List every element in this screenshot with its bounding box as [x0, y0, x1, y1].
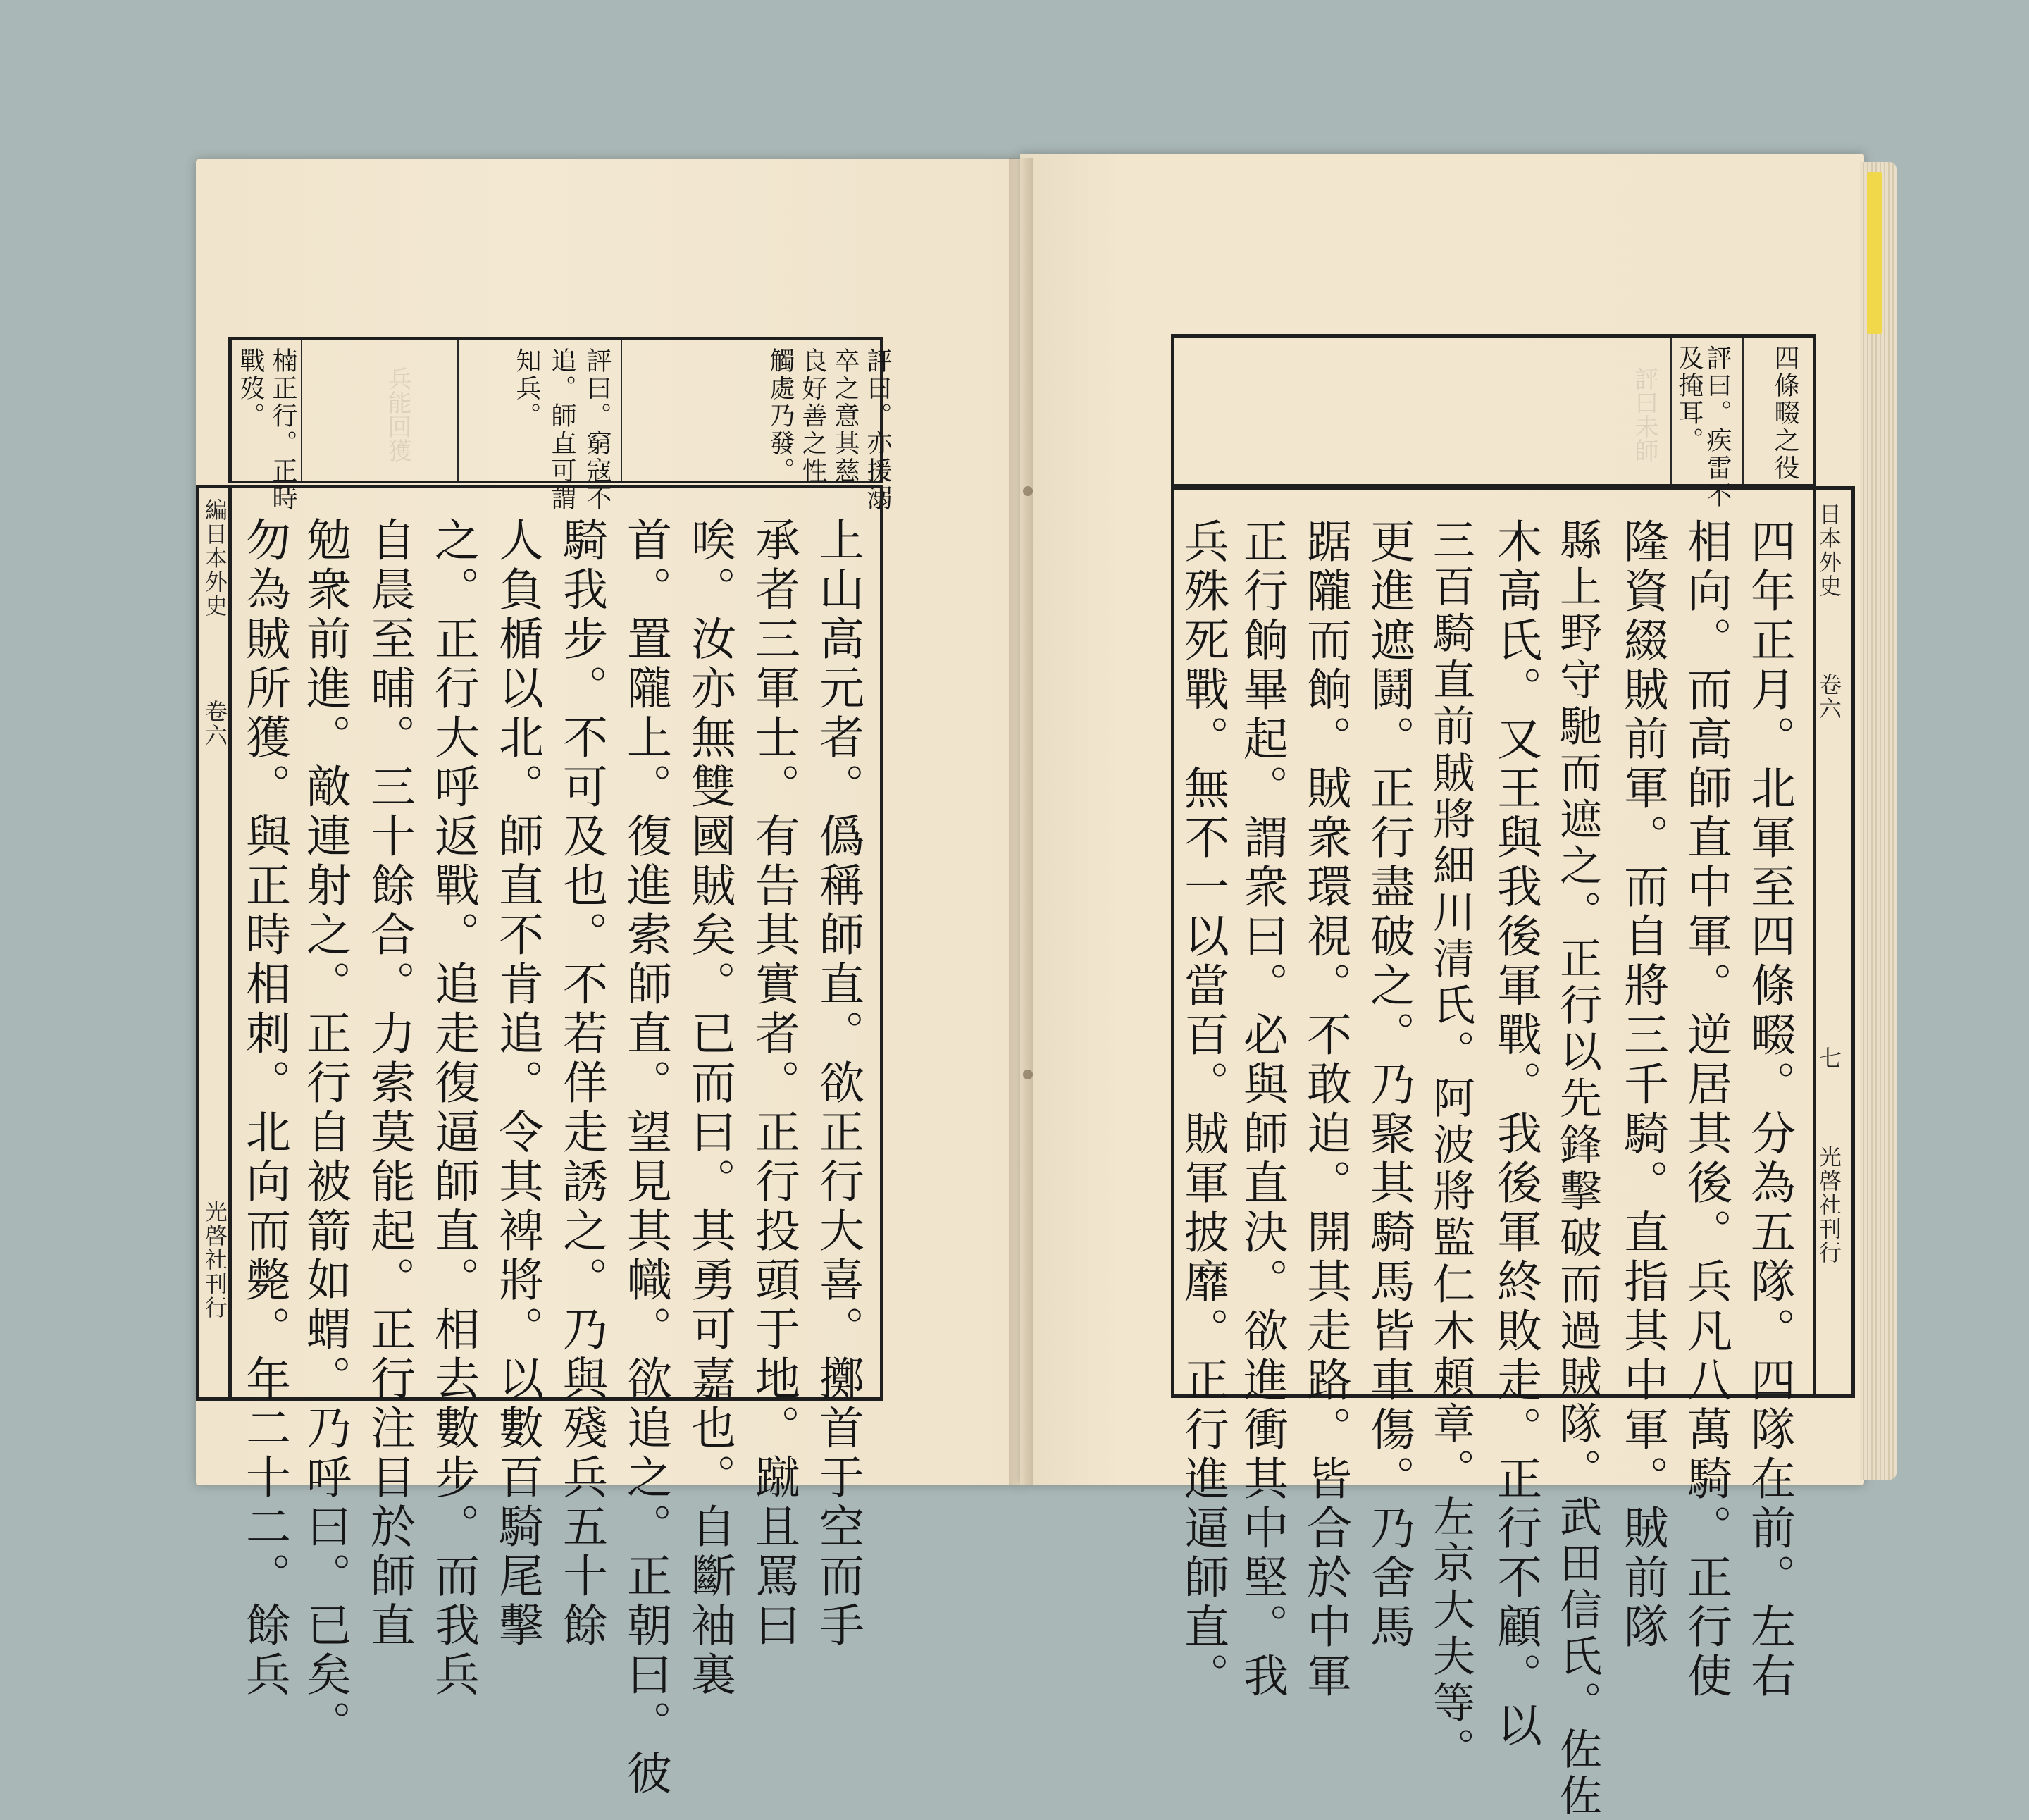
text-column: 人負楯以北。師直不肯追。令其裨將。以數百騎尾擊 [491, 516, 543, 1651]
text-column: 踞隴而餉。賊衆環視。不敢迫。開其走路。皆合於中軍 [1299, 518, 1351, 1702]
text-column: 勉衆前進。敵連射之。正行自被箭如蝟。乃呼曰。已矣。 [299, 516, 351, 1750]
text-column: 勿為賊所獲。與正時相刺。北向而斃。年二十二。餘兵 [238, 516, 290, 1700]
left-body-frame [228, 485, 883, 1799]
margin-volume: 卷六 [201, 700, 228, 748]
header-note-line: 評曰。亦援溺 [863, 347, 892, 512]
bookmark-ribbon [1867, 172, 1882, 334]
text-column: 騎我步。不可及也。不若佯走誘之。乃與殘兵五十餘 [555, 516, 607, 1651]
page-edges [1860, 162, 1897, 1480]
left-header-frame [228, 337, 892, 512]
text-column: 四年正月。北軍至四條畷。分為五隊。四隊在前。左右 [1743, 518, 1795, 1702]
margin-volume: 卷六 [1816, 673, 1842, 721]
binding-hole [1023, 1070, 1033, 1079]
text-column: 之。正行大呼返戰。追走復逼師直。相去數步。而我兵 [427, 516, 479, 1700]
text-column: 上山高元者。僞稱師直。欲正行大喜。擲首于空而手 [812, 516, 864, 1651]
text-column: 首。置隴上。復進索師直。望見其幟。欲追之。正朝曰。彼 [619, 516, 671, 1799]
text-column: 縣上野守馳而遮之。正行以先鋒擊破而過賊隊。武田信氏。佐佐 [1553, 518, 1602, 1820]
binding-hole [1023, 486, 1033, 496]
header-note-line: 良好善之性 [798, 347, 827, 485]
text-column: 隆資綴賊前軍。而自將三千騎。直指其中軍。賊前隊 [1616, 518, 1668, 1652]
header-note-line: 及掩耳。 [1675, 345, 1704, 454]
header-note-line: 四條畷之役 [1770, 345, 1799, 482]
margin-page-number: 七 [1816, 1046, 1842, 1070]
header-note-line: 戰歿。 [236, 347, 265, 430]
header-note-line: 評曰。窮寇不 [583, 347, 612, 512]
text-column: 兵殊死戰。無不一以當百。賊軍披靡。正行進逼師直。 [1177, 518, 1229, 1702]
text-column: 承者三軍士。有告其實者。正行投頭于地。蹴且罵曰 [747, 516, 800, 1651]
text-column: 唉。汝亦無雙國賊矣。已而曰。其勇可嘉也。自斷袖裏 [683, 516, 736, 1700]
margin-title: 編日本外史 [201, 498, 228, 618]
left-margin-frame [196, 485, 232, 1401]
text-column: 木高氏。又王與我後軍戰。我後軍終敗走。正行不顧。以 [1489, 518, 1541, 1751]
bleed-through: 評曰未師 [1630, 366, 1658, 462]
header-note-line: 卒之意其慈 [831, 347, 860, 485]
margin-title: 日本外史 [1816, 502, 1842, 598]
margin-footer: 光啓社刊行 [1816, 1145, 1842, 1265]
header-note-line: 知兵。 [512, 347, 541, 430]
header-note-line: 追。師直可謂 [547, 347, 576, 512]
right-header-frame [1171, 334, 1816, 509]
book-gutter [1009, 158, 1033, 1485]
right-margin-frame [1809, 486, 1855, 1398]
margin-footer: 光啓社刊行 [201, 1200, 228, 1320]
text-column: 自晨至晡。三十餘合。力索莫能起。正行注目於師直 [363, 516, 415, 1651]
text-column: 更進遮鬪。正行盡破之。乃聚其騎馬皆車傷。乃舍馬 [1363, 518, 1415, 1652]
bleed-through: 兵能回獲 [383, 366, 411, 462]
right-body-frame [1171, 486, 1816, 1820]
header-note-line: 評曰。疾雷不 [1703, 345, 1732, 509]
header-note-line: 楠正行。正時 [268, 347, 297, 512]
header-note-line: 觸處乃發。 [766, 347, 795, 485]
text-column: 正行餉畢起。謂衆曰。必與師直決。欲進衝其中堅。我 [1236, 518, 1288, 1702]
text-column: 三百騎直前賊將細川清氏。阿波將監仁木頼章。左京大夫等。 [1426, 518, 1475, 1773]
text-column: 相向。而高師直中軍。逆居其後。兵凡八萬騎。正行使 [1680, 518, 1732, 1702]
